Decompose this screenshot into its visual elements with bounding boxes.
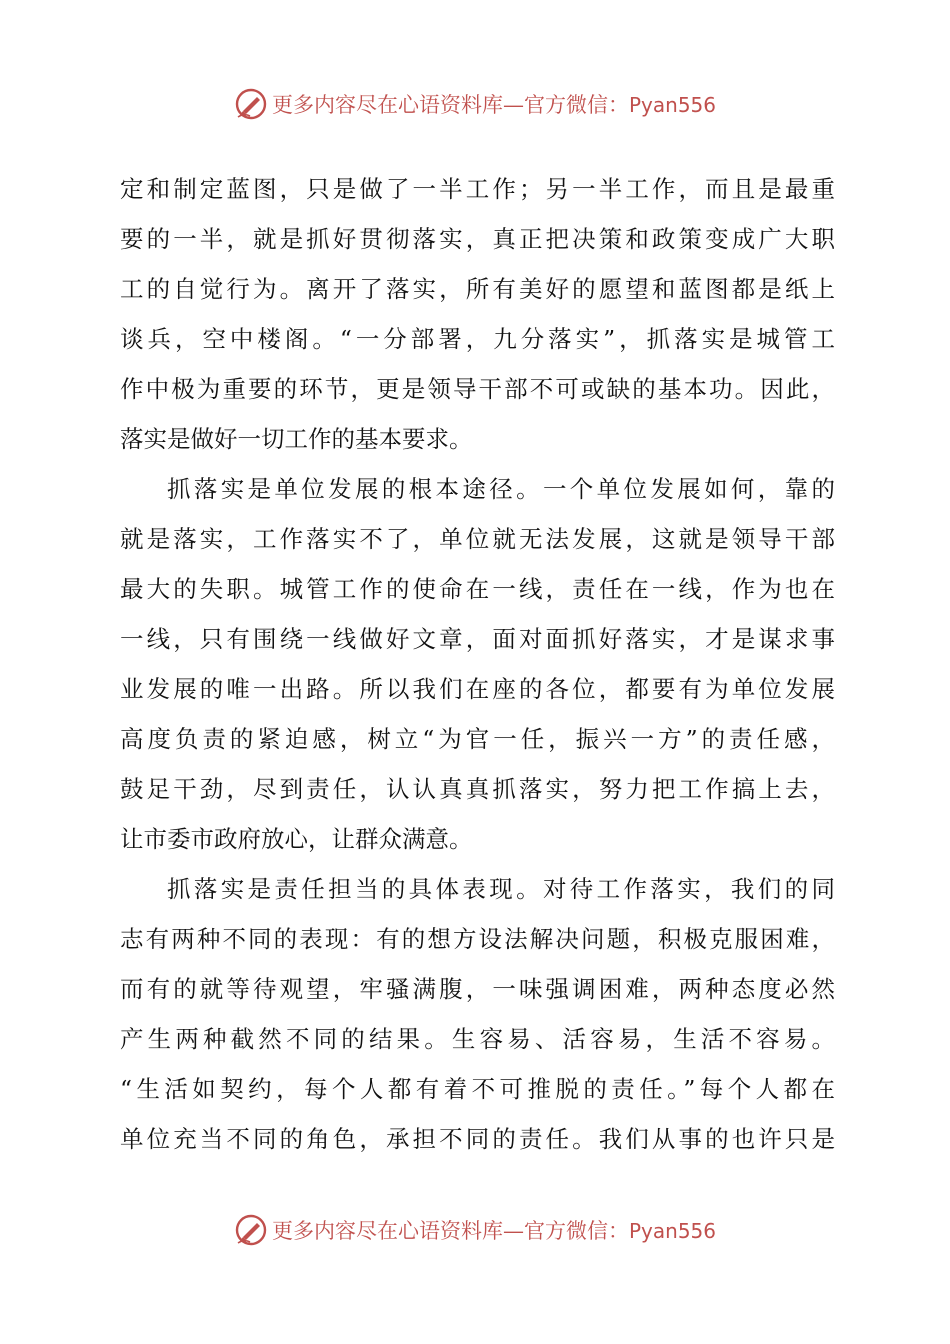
paragraph-first-line: 抓落实是单位发展的根本途径。一个单位发展如何，靠的: [167, 475, 835, 503]
header-banner-wechat-id: Pyan556: [628, 93, 716, 117]
footer-banner-main: 更多内容尽在心语资料库—: [271, 1219, 524, 1243]
footer-banner-text: [272, 1215, 716, 1245]
text-line: 落实是做好一切工作的基本要求。: [120, 425, 473, 453]
text-line: 单位充当不同的角色，承担不同的责任。我们从事的也许只是: [120, 1125, 835, 1153]
pen-logo-icon: [234, 1213, 268, 1247]
text-line: 高度负责的紧迫感，树立“为官一任，振兴一方”的责任感，: [120, 725, 835, 753]
text-line: “生活如契约，每个人都有着不可推脱的责任。”每个人都在: [120, 1075, 835, 1103]
footer-banner-wechat-id: Pyan556: [628, 1219, 716, 1243]
document-body: [120, 164, 835, 1164]
text-line: 工的自觉行为。离开了落实，所有美好的愿望和蓝图都是纸上: [120, 275, 835, 303]
text-line: 而有的就等待观望，牢骚满腹，一味强调困难，两种态度必然: [120, 975, 835, 1003]
text-line: 要的一半，就是抓好贯彻落实，真正把决策和政策变成广大职: [120, 225, 835, 253]
text-line: 鼓足干劲，尽到责任，认认真真抓落实，努力把工作搞上去，: [120, 775, 835, 803]
text-line: 就是落实，工作落实不了，单位就无法发展，这就是领导干部: [120, 525, 835, 553]
text-line: 定和制定蓝图，只是做了一半工作；另一半工作，而且是最重: [120, 175, 835, 203]
text-line: 让市委市政府放心，让群众满意。: [120, 825, 473, 853]
pen-logo-icon: [234, 87, 268, 121]
text-line: 业发展的唯一出路。所以我们在座的各位，都要有为单位发展: [120, 675, 835, 703]
text-line: 产生两种截然不同的结果。生容易、活容易，生活不容易。: [120, 1025, 835, 1053]
text-line: 谈兵，空中楼阁。“一分部署，九分落实”，抓落实是城管工: [120, 325, 835, 353]
header-banner-wechat-label: 官方微信：: [523, 93, 629, 117]
header-banner-main: 更多内容尽在心语资料库—: [271, 93, 524, 117]
text-line: 作中极为重要的环节，更是领导干部不可或缺的基本功。因此，: [120, 375, 835, 403]
header-banner-text: [272, 89, 716, 119]
text-line: 一线，只有围绕一线做好文章，面对面抓好落实，才是谋求事: [120, 625, 835, 653]
header-banner: [0, 84, 950, 124]
footer-banner-wechat-label: 官方微信：: [523, 1219, 629, 1243]
text-line: 志有两种不同的表现：有的想方设法解决问题，积极克服困难，: [120, 925, 835, 953]
paragraph-first-line: 抓落实是责任担当的具体表现。对待工作落实，我们的同: [167, 875, 835, 903]
footer-banner: [0, 1210, 950, 1250]
text-line: 最大的失职。城管工作的使命在一线，责任在一线，作为也在: [120, 575, 835, 603]
